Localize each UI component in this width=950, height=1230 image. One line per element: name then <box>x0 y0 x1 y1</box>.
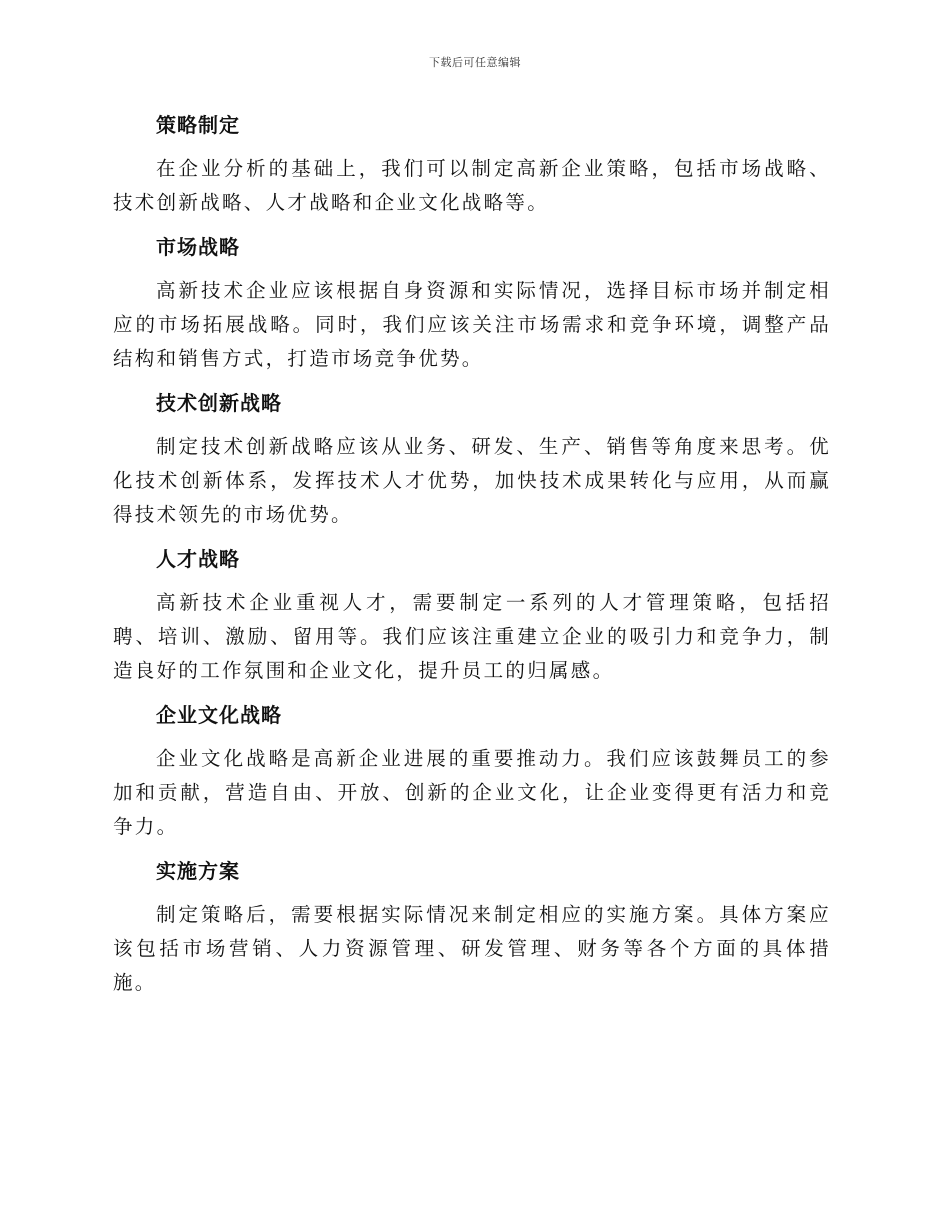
section-heading: 市场战略 <box>156 235 240 259</box>
section-heading: 策略制定 <box>156 113 240 137</box>
section-heading: 人才战略 <box>156 547 240 571</box>
section-talent-strategy <box>113 542 831 688</box>
section-paragraph: 在企业分析的基础上，我们可以制定高新企业策略，包括市场战略、技术创新战略、人才战略和企业文化战略等。 <box>113 157 831 214</box>
section-culture-strategy <box>113 698 831 844</box>
section-paragraph: 企业文化战略是高新企业进展的重要推动力。我们应该鼓舞员工的参加和贡献，营造自由、开放、创新的企业文化，让企业变得更有活力和竞争力。 <box>113 747 831 838</box>
section-paragraph: 制定技术创新战略应该从业务、研发、生产、销售等角度来思考。优化技术创新体系，发挥技术人才优势，加快技术成果转化与应用，从而赢得技术领先的市场优势。 <box>113 435 831 526</box>
document-body <box>113 108 831 1010</box>
section-implementation-plan <box>113 854 831 1000</box>
section-heading: 实施方案 <box>156 859 240 883</box>
section-paragraph: 高新技术企业应该根据自身资源和实际情况，选择目标市场并制定相应的市场拓展战略。同时，我们应该关注市场需求和竞争环境，调整产品结构和销售方式，打造市场竞争优势。 <box>113 279 831 370</box>
section-paragraph: 高新技术企业重视人才，需要制定一系列的人才管理策略，包括招聘、培训、激励、留用等。我们应该注重建立企业的吸引力和竞争力，制造良好的工作氛围和企业文化，提升员工的归属感。 <box>113 591 831 682</box>
section-heading: 技术创新战略 <box>156 391 282 415</box>
section-heading: 企业文化战略 <box>156 703 282 727</box>
section-market-strategy <box>113 230 831 376</box>
section-strategy-formulation <box>113 108 831 220</box>
section-paragraph: 制定策略后，需要根据实际情况来制定相应的实施方案。具体方案应该包括市场营销、人力资源管理、研发管理、财务等各个方面的具体措施。 <box>113 903 831 994</box>
header-note: 下载后可任意编辑 <box>429 56 521 69</box>
section-tech-innovation-strategy <box>113 386 831 532</box>
